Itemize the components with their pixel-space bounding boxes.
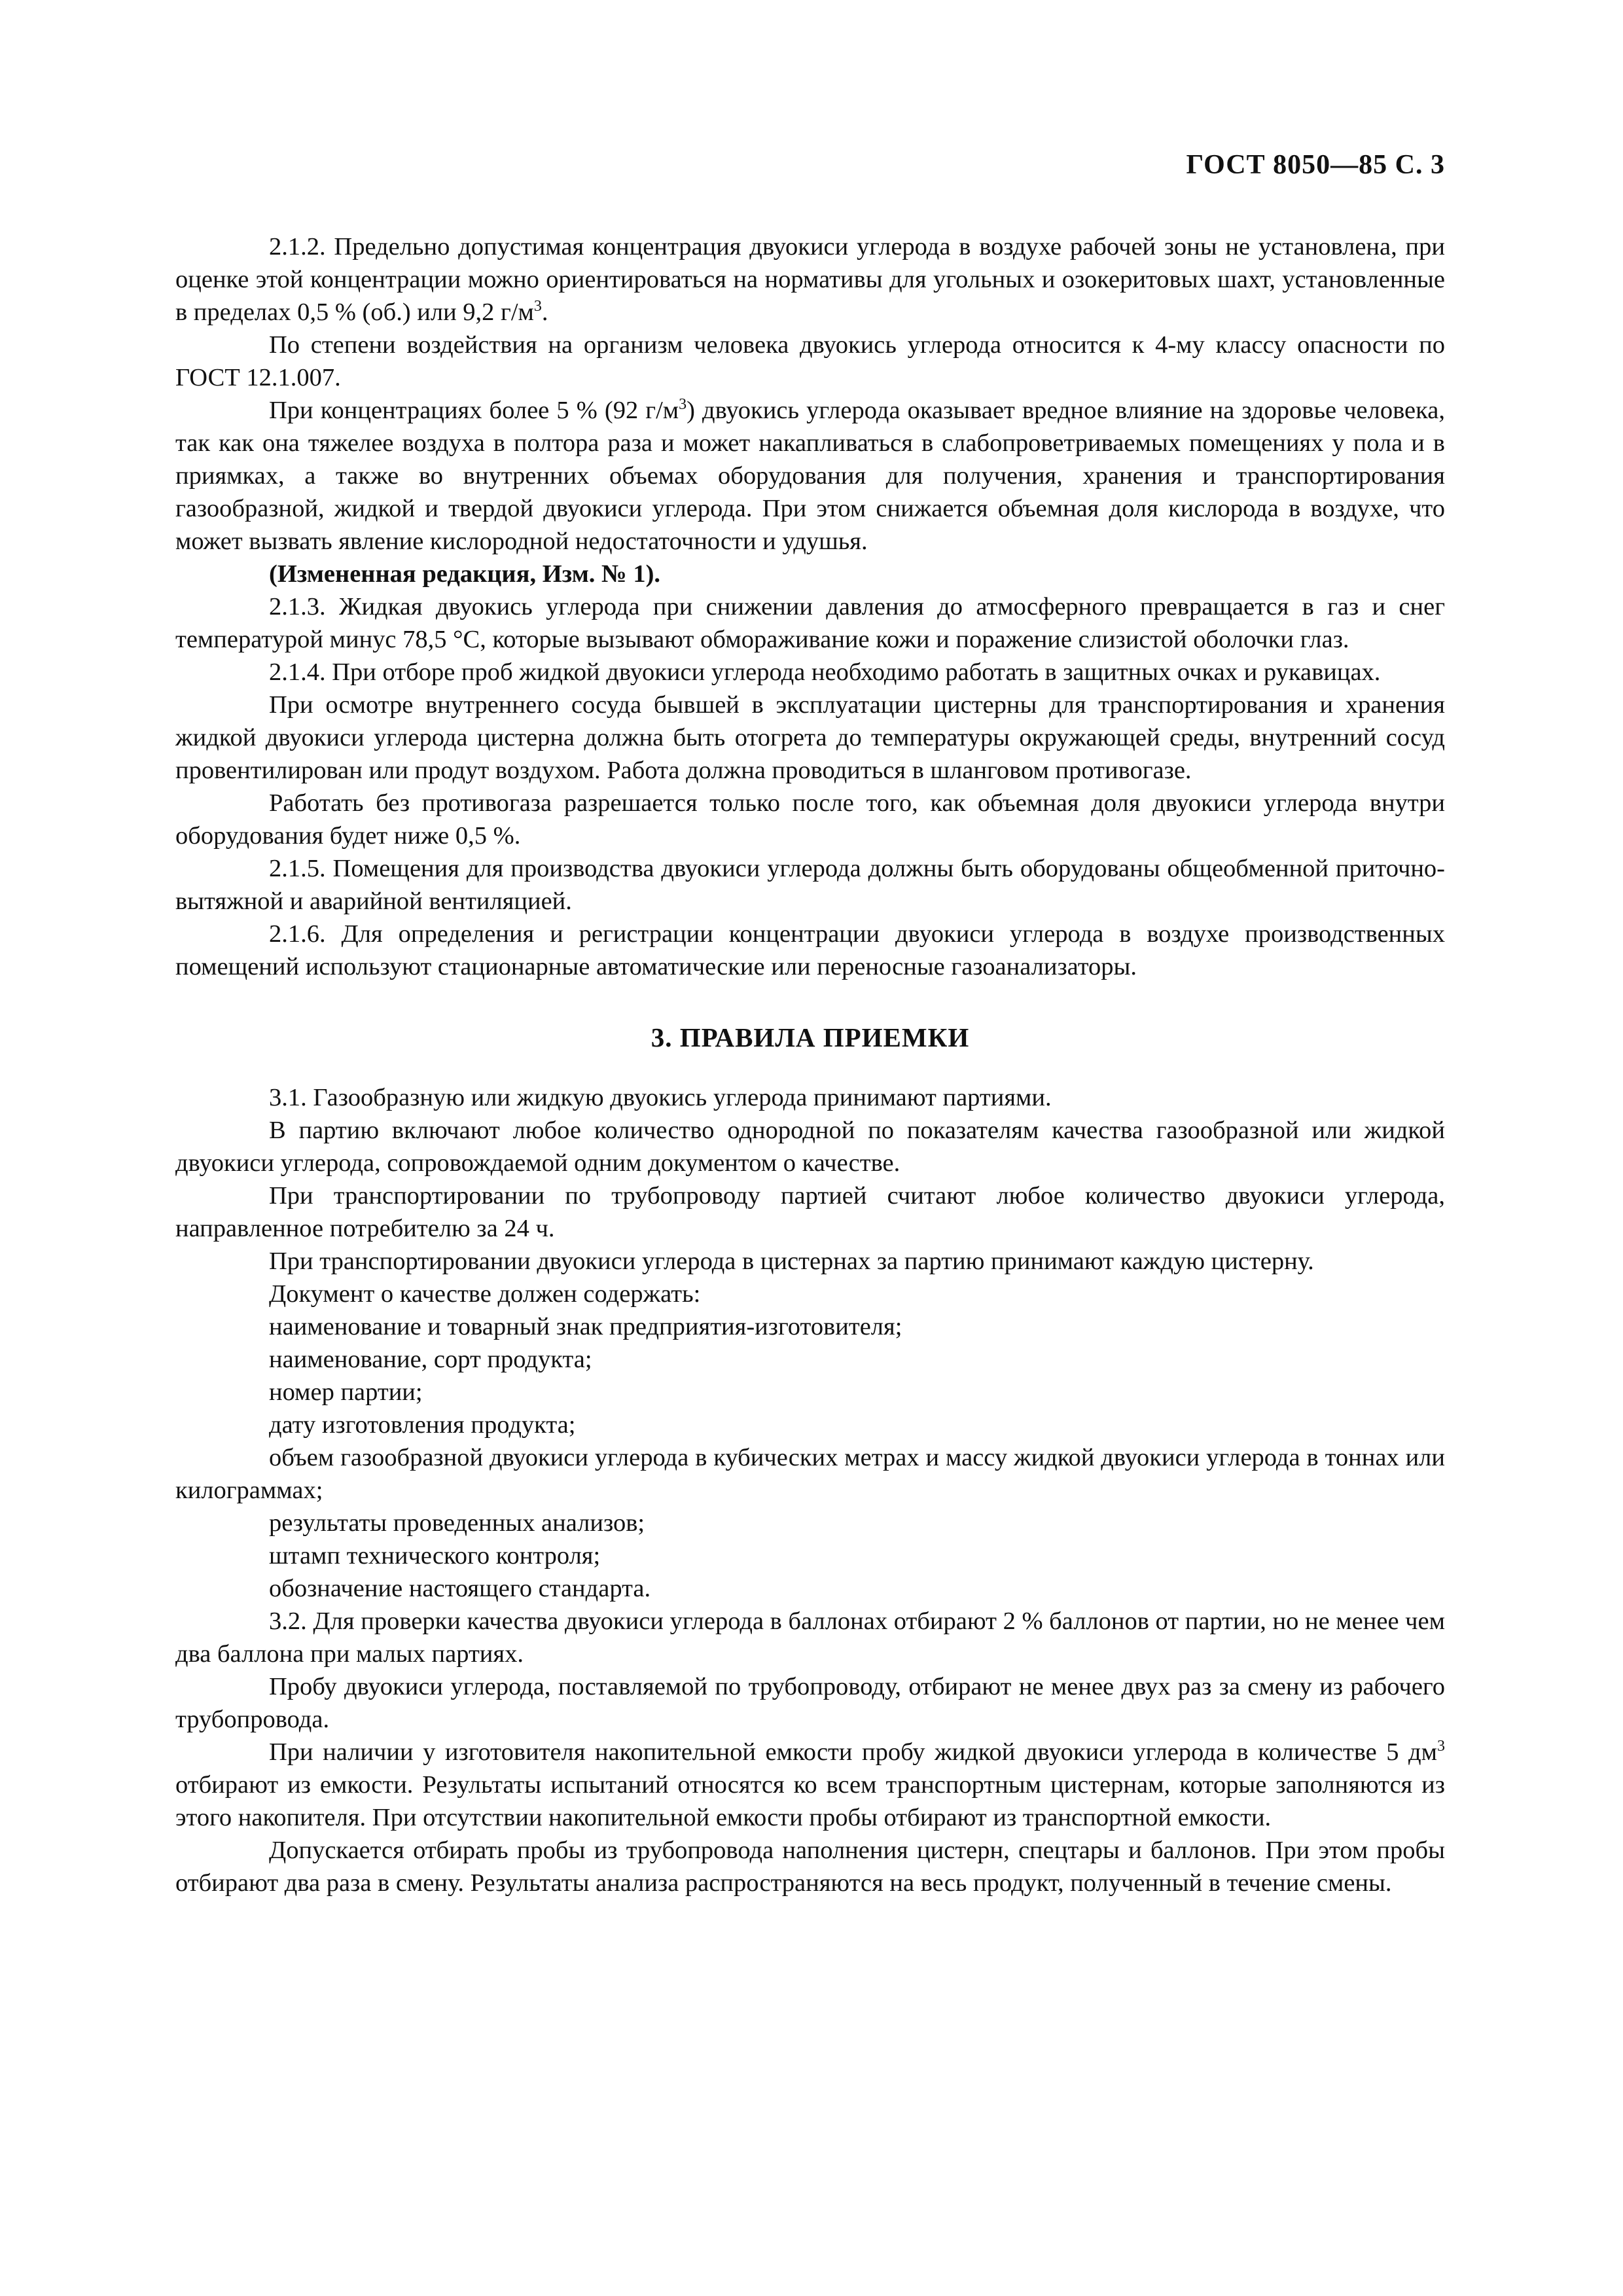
list-item: наименование и товарный знак предприятия-изготовителя; [269,1313,902,1340]
paragraph-batch-definition: В партию включают любое количество однородной по показателям качества газообразной или жидкой двуокиси углерода, сопровождаемой одним документом о качестве. [175,1117,1445,1177]
paragraph-no-gas-mask: Работать без противогаза разрешается только после того, как объемная доля двуокиси углерода внутри оборудования будет ниже 0,5 %. [175,789,1445,850]
document-body [175,230,1445,1899]
paragraph-2-1-3: 2.1.3. Жидкая двуокись углерода при снижении давления до атмосферного превращается в газ и снег температурой минус 78,5 °С, которые вызывают обмораживание кожи и поражение слизистой оболочки глаз. [175,593,1445,653]
paragraph-quality-doc-contents: Документ о качестве должен содержать: [269,1280,701,1308]
paragraph-2-1-6: 2.1.6. Для определения и регистрации концентрации двуокиси углерода в воздухе производственных помещений используют стационарные автоматические или переносные газоанализаторы. [175,920,1445,980]
paragraph-storage-sampling [175,1736,1445,1834]
paragraph-2-1-4: 2.1.4. При отборе проб жидкой двуокиси углерода необходимо работать в защитных очках и рукавицах. [269,658,1381,686]
list-item: наименование, сорт продукта; [269,1346,592,1373]
superscript: 3 [533,298,542,315]
document-page [175,0,1445,2296]
section-title-acceptance-rules: 3. ПРАВИЛА ПРИЕМКИ [651,1022,970,1052]
list-item: номер партии; [269,1378,423,1406]
paragraph-2-1-2-text: 2.1.2. Предельно допустимая концентрация двуокиси углерода в воздухе рабочей зоны не установлена, при оценке этой концентрации можно ориентироваться на нормативы для угольных и озокеритовых шахт, установленные в пределах 0,5 % (об.) или 9,2 г/м [175,233,1445,326]
paragraph-storage-start: При наличии у изготовителя накопительной емкости пробу жидкой двуокиси углерода в количестве 5 дм [269,1738,1437,1766]
paragraph-pipeline-batch: При транспортировании по трубопроводу партией считают любое количество двуокиси углерода, направленное потребителю за 24 ч. [175,1182,1445,1242]
page-header-doc-ref: ГОСТ 8050—85 С. 3 [1186,150,1445,180]
paragraph-2-1-5: 2.1.5. Помещения для производства двуокиси углерода должны быть оборудованы общеобменной приточно-вытяжной и аварийной вентиляцией. [175,855,1445,915]
paragraph-tank-batch: При транспортировании двуокиси углерода в цистернах за партию принимают каждую цистерну. [269,1247,1314,1275]
superscript: 3 [1437,1738,1445,1755]
paragraph-concentration-effect [175,394,1445,558]
list-item: объем газообразной двуокиси углерода в кубических метрах и массу жидкой двуокиси углерода в тоннах или килограммах; [175,1444,1445,1504]
paragraph-filling-sampling: Допускается отбирать пробы из трубопровода наполнения цистерн, спецтары и баллонов. При этом пробы отбирают два раза в смену. Результаты анализа распространяются на весь продукт, полученный в течение смены. [175,1837,1445,1897]
paragraph-storage-rest: отбирают из емкости. Результаты испытаний относятся ко всем транспортным цистернам, которые заполняются из этого накопителя. При отсутствии накопительной емкости пробы отбирают из транспортной емкости. [175,1771,1445,1831]
paragraph-tank-inspection: При осмотре внутреннего сосуда бывшей в эксплуатации цистерны для транспортирования и хранения жидкой двуокиси углерода цистерна должна быть отогрета до температуры окружающей среды, внутренний сосуд провентилирован или продут воздухом. Работа должна проводиться в шланговом противогазе. [175,691,1445,784]
paragraph-concentration-rest: ) двуокись углерода оказывает вредное влияние на здоровье человека, так как она тяжелее воздуха в полтора раза и может накапливаться в слабопроветриваемых помещениях у пола и в приямках, а также во внутренних объемах оборудования для получения, хранения и транспортирования газообразной, жидкой и твердой двуокиси углерода. При этом снижается объемная доля кислорода в воздухе, что может вызвать явление кислородной недостаточности и удушья. [175,397,1445,555]
paragraph-pipeline-sampling: Пробу двуокиси углерода, поставляемой по трубопроводу, отбирают не менее двух раз за смену из рабочего трубопровода. [175,1673,1445,1733]
list-item: штамп технического контроля; [269,1542,601,1570]
list-item: обозначение настоящего стандарта. [269,1575,651,1602]
paragraph-3-2: 3.2. Для проверки качества двуокиси углерода в баллонах отбирают 2 % баллонов от партии, но не менее чем два баллона при малых партиях. [175,1607,1445,1668]
list-item: результаты проведенных анализов; [269,1509,645,1537]
paragraph-3-1: 3.1. Газообразную или жидкую двуокись углерода принимают партиями. [269,1084,1052,1111]
paragraph-hazard-class: По степени воздействия на организм человека двуокись углерода относится к 4-му классу опасности по ГОСТ 12.1.007. [175,331,1445,391]
paragraph-2-1-2 [175,230,1445,329]
superscript: 3 [679,396,687,414]
paragraph-concentration-start: При концентрациях более 5 % (92 г/м [269,397,679,424]
list-item: дату изготовления продукта; [269,1411,576,1439]
amendment-note: (Измененная редакция, Изм. № 1). [269,560,661,588]
paragraph-2-1-2-end: . [541,298,548,326]
